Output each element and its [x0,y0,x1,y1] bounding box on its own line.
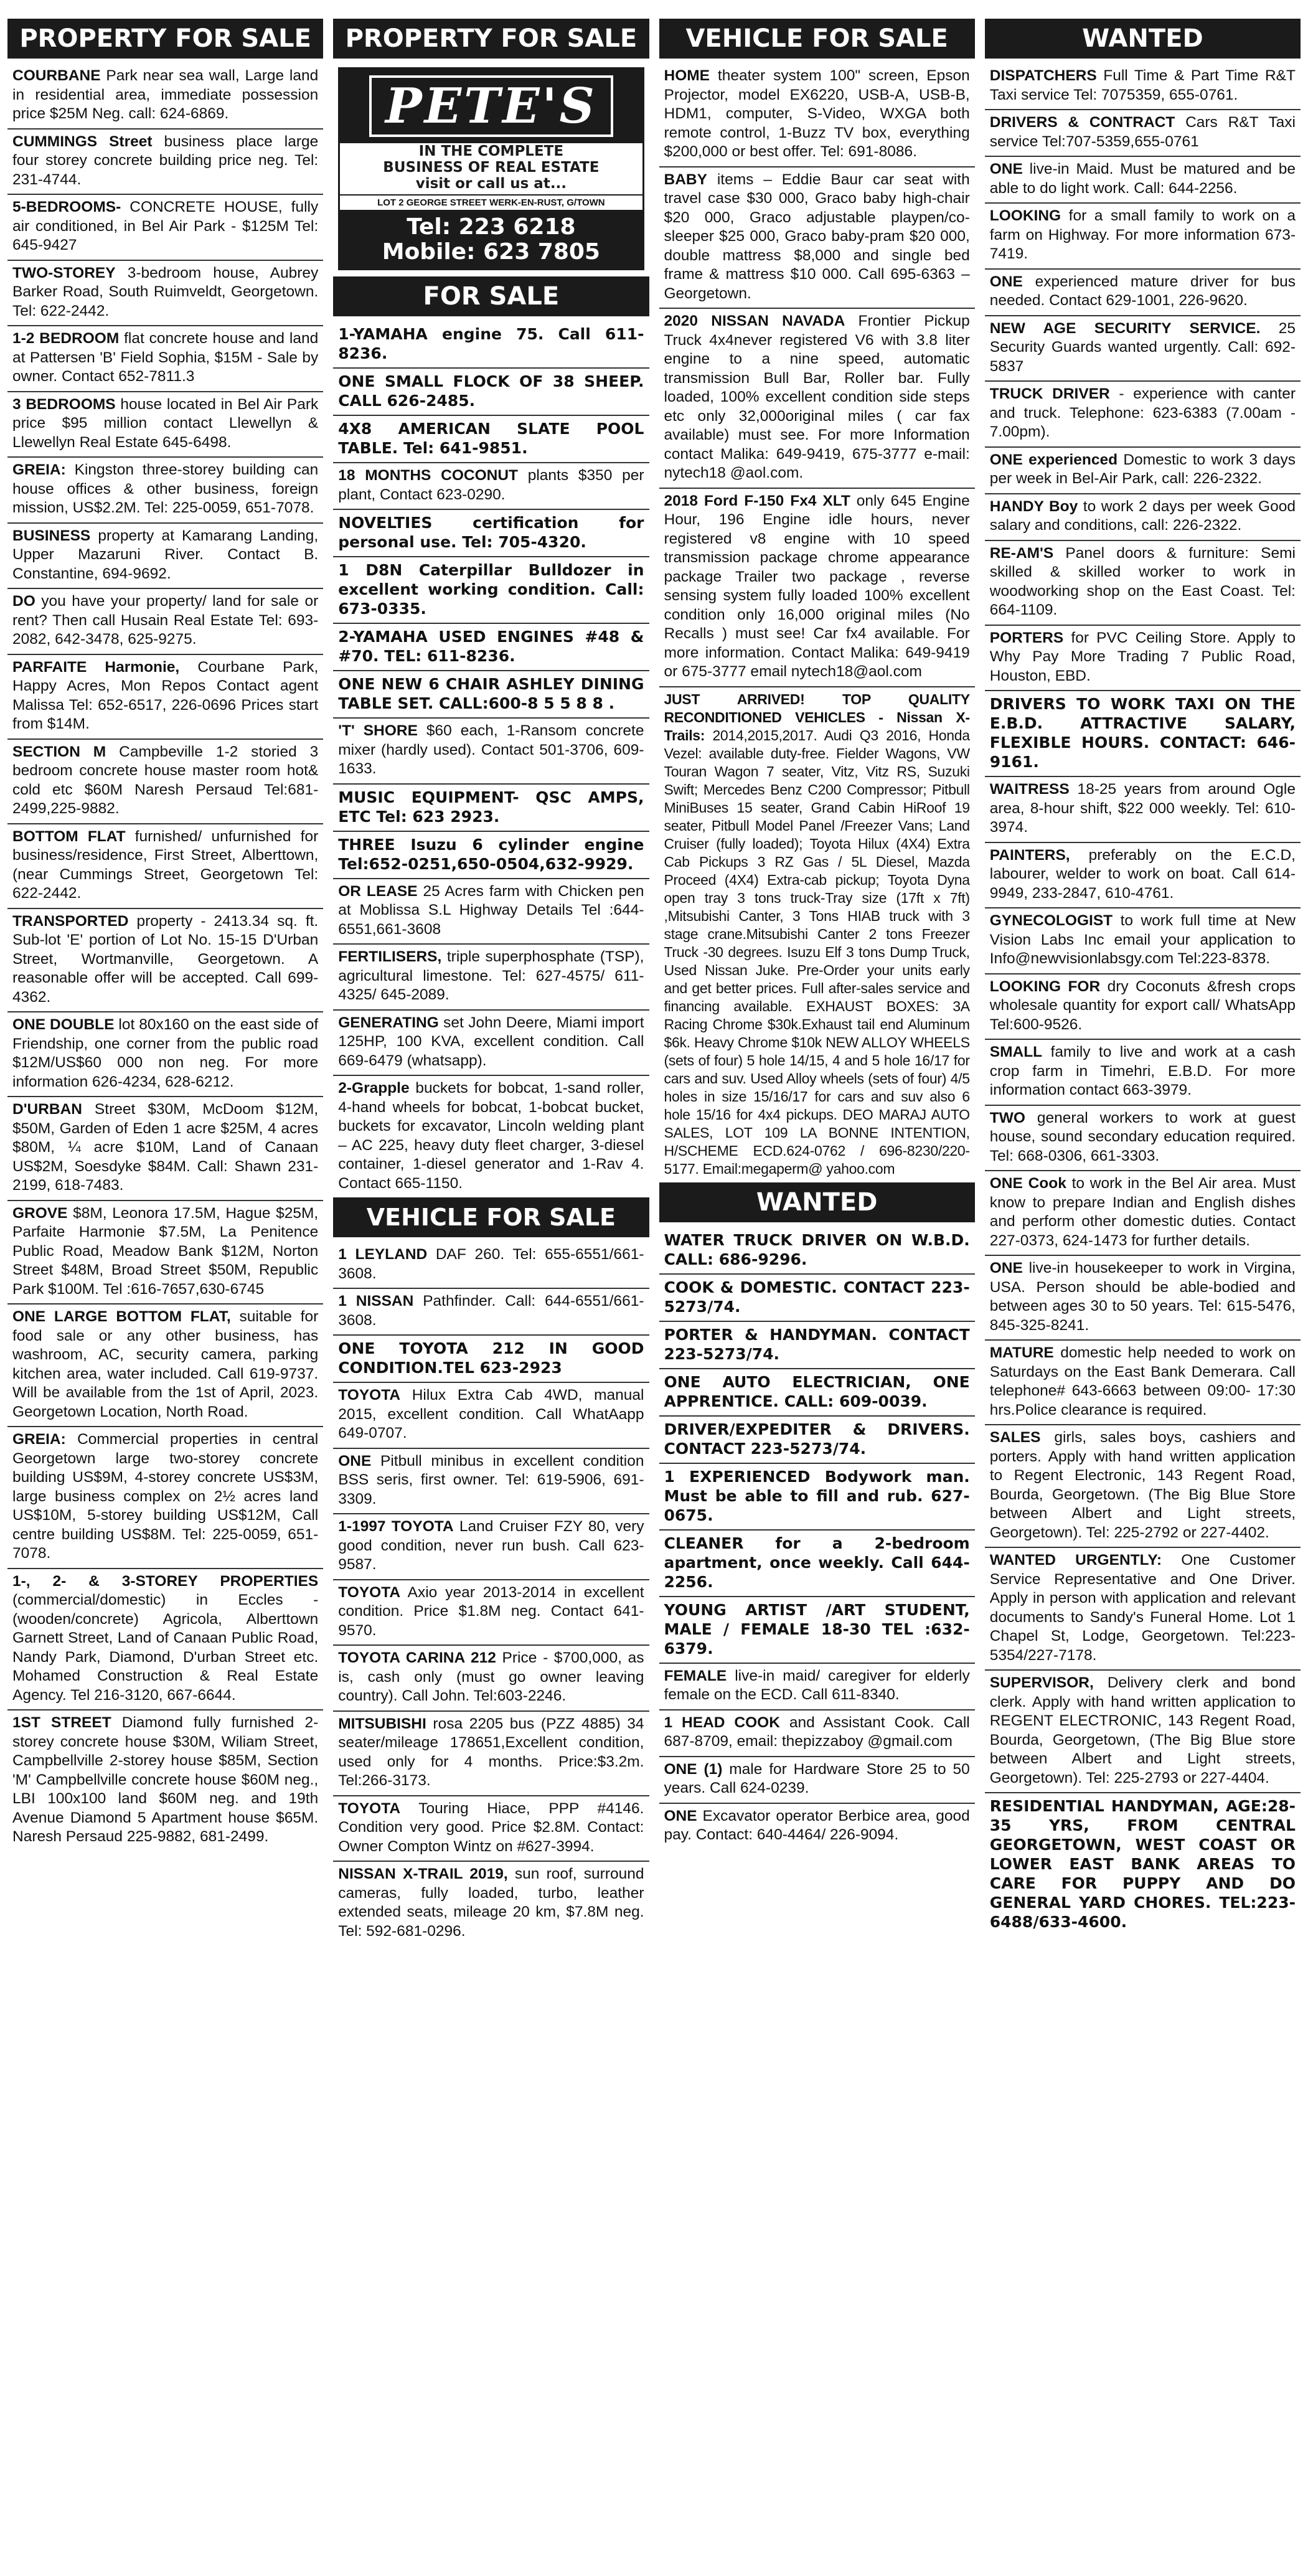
section-header: PROPERTY FOR SALE [333,19,649,59]
ad-text: Excavator operator Berbice area, good pay. Contact: 640-4464/ 226-9094. [664,1807,970,1843]
ad-text: Street $30M, McDoom $12M, $50M, Garden of Eden 1 acre $25M, 4 acres $80M, ¼ acre $10M, Land of Canaan US$2M, Soesdyke $84M. Call: Shawn 231-2199, 618-7483. [12,1101,319,1194]
logo-address: LOT 2 GEORGE STREET WERK-EN-RUST, G/TOWN [340,194,642,211]
ad-lead: TRUCK DRIVER [989,385,1110,402]
classified-ad [659,1322,975,1369]
logo-name: PETE'S [369,75,613,137]
ad-lead: NOVELTIES certification for personal use. Tel: 705-4320. [338,514,644,551]
classified-ad [659,1464,975,1531]
classified-ad [7,655,323,740]
ad-lead: ONE DOUBLE [12,1016,115,1033]
section-header: VEHICLE FOR SALE [659,19,975,59]
ad-lead: BOTTOM FLAT [12,828,126,845]
classified-ad [7,1097,323,1201]
section-header: PROPERTY FOR SALE [7,19,323,59]
ad-lead: ONE [664,1807,697,1824]
classified-ad [659,1275,975,1322]
ad-lead: FEMALE [664,1667,727,1684]
ad-lead: ONE (1) [664,1760,723,1778]
ad-lead: 1 HEAD COOK [664,1714,780,1731]
ad-lead: SUPERVISOR, [989,1674,1094,1691]
ad-text: (commercial/domestic) in Eccles - (wooden/concrete) Agricola, Alberttown Garnett Street, Land of Canaan Public Road, Nandy Park, Diamond, D'urban Street etc. Mohamed Construction & Real Estate Agency. Tel 216-3120, 667-6644. [12,1592,319,1704]
classified-ad [985,157,1301,204]
ad-text: business place large four storey concrete building price neg. Tel: 231-4744. [12,133,319,188]
ad-text: lot 80x160 on the east side of Friendship, one corner from the public road $12M/US$60 000 non neg. For more information 626-4234, 628-6212. [12,1016,319,1090]
ad-lead: NISSAN X-TRAIL 2019, [338,1866,508,1882]
ad-text: live-in Maid. Must be matured and be able to do light work. Call: 644-2256. [989,161,1296,197]
ad-text: Campbeville 1-2 storied 3 bedroom concrete house master room hot& cold etc $60M Naresh Persaud Tel:681-2499,225-9882. [12,743,319,817]
ad-lead: 2-Grapple [338,1080,410,1097]
ad-text: family to live and work at a cash crop farm in Timehri, E.B.D. For more information contact 663-3979. [989,1044,1296,1098]
ad-list [333,1242,649,1945]
ad-lead: 1 D8N Caterpillar Bulldozer in excellent working condition. Call: 673-0335. [338,561,644,618]
petes-real-estate-logo [338,67,644,270]
ad-text: sun roof, surround cameras, fully loaded, turbo, leather extended seats, mileage 20 km, $7.8M neg. Tel: 592-681-0296. [338,1866,644,1940]
classified-ad [7,1201,323,1305]
classified-ad [333,557,649,624]
ad-text: Cars R&T Taxi service Tel:707-5359,655-0761 [989,114,1296,150]
ad-lead: GYNECOLOGIST [989,912,1113,929]
ad-lead: HANDY Boy [989,498,1078,515]
classified-ad [7,909,323,1013]
ad-text: experienced mature driver for bus needed. Contact 629-1001, 226-9620. [989,273,1296,309]
ad-text: items – Eddie Baur car seat with travel case $30 000, Graco baby high-chair $20 000, Graco adjustable playpen/co-sleeper $25 000, Graco baby-pram $20 000, double mattress $8,000 and single bed frame & mattress $10 000. Call 695-6363 – Georgetown. [664,171,970,302]
classified-ad [333,1796,649,1862]
classified-ad [659,1597,975,1664]
ad-text: only 645 Engine Hour, 196 Engine idle hours, never registered v8 engine with 10 speed transmission package chrome appearance package Trailer two package , reverse sensing system fully loaded 100% excellent condition only 16,000 original miles (No Recalls ) must see! Car fx4 available. For more information. Contact Malika: 649-9419 or 675-3777 email nytech18@aol.com [664,492,970,680]
classified-ad [985,270,1301,316]
ad-text: property at Kamarang Landing, Upper Mazaruni River. Contact B. Constantine, 694-9692. [12,527,319,582]
classified-ad [333,1449,649,1515]
classified-ad [985,494,1301,541]
ad-text: Axio year 2013-2014 in excellent condition. Price $1.8M neg. Contact 641-9570. [338,1583,644,1639]
classified-ad [333,1011,649,1077]
ad-lead: TOYOTA [338,1800,401,1817]
ad-text: live-in housekeeper to work in Virgina, USA. Person should be able-bodied and between ages 30 to 50 years. Tel: 615-5476, 845-325-8241. [989,1260,1296,1334]
classified-ad [985,1793,1301,1936]
ad-text: Commercial properties in central Georgetown large two-storey concrete building US$9M, 4-storey concrete US$3M, large business complex on 2½ acres land US$10M, 5-storey building US$12M, Call centre building US$8M. Tel: 225-0059, 651-7078. [12,1431,319,1562]
ad-lead: 18 MONTHS COCONUT [338,467,518,484]
ad-text: Diamond fully furnished 2-storey concrete house $30M, Wiliam Street, Campbellville 2-storey house $85M, Section 'M' Campbellville concrete house $60M neg., LBI 100x100 land $60M neg. and 19th Avenue Diamond 5 Apartment house $65M. Naresh Persaud 225-9882, 681-2499. [12,1714,319,1845]
ad-text: $60 each, 1-Ransom concrete mixer (hardly used). Contact 501-3706, 609-1633. [338,722,644,777]
ad-lead: WAITRESS [989,781,1070,798]
ad-lead: 'T' SHORE [338,722,418,739]
ad-lead: 5-BEDROOMS- [12,199,121,215]
ad-lead: NEW AGE SECURITY SERVICE. [989,319,1261,337]
ad-text: Panel doors & furniture: Semi skilled & skilled worker to work in woodworking shop on the East Coast. Tel: 664-1109. [989,544,1296,618]
logo-tel: Tel: 223 6218 [407,214,576,240]
classified-ad [985,316,1301,382]
classified-ad [333,785,649,832]
ad-lead: ONE [989,1260,1023,1276]
ad-lead: GENERATING [338,1014,439,1031]
ad-lead: 1 NISSAN [338,1293,414,1309]
classified-ad [659,1227,975,1275]
classified-ad [7,1012,323,1097]
ad-text: Delivery clerk and bond clerk. Apply with hand written application to REGENT ELECTRONIC, 143 Regent Road, Bourda, Georgetown, (The Big Blue store between Albert and Light streets, Georgetown). Tel: 225-2793 or 227-4404. [989,1674,1296,1786]
classified-ad [659,1664,975,1710]
classified-ad [659,1369,975,1417]
ad-lead: MITSUBISHI [338,1715,426,1732]
classified-ad [985,974,1301,1040]
classified-ad [985,1106,1301,1172]
ad-lead: DISPATCHERS [989,67,1097,84]
ad-lead: 2018 Ford F-150 Fx4 XLT [664,492,850,509]
ad-lead: JUST ARRIVED! TOP QUALITY RECONDITIONED VEHICLES - Nissan X-Trails: [664,691,970,743]
ad-text: for a small family to work on a farm on Highway. For more information 673-7419. [989,207,1296,262]
ad-text: Hilux Extra Cab 4WD, manual 2015, excellent condition. Call WhatAapp 649-0707. [338,1387,644,1441]
classified-ad [333,463,649,510]
ad-lead: D'URBAN [12,1101,82,1118]
ad-lead: MATURE [989,1344,1054,1361]
ad-lead: ONE LARGE BOTTOM FLAT, [12,1308,231,1325]
classified-ad [659,1710,975,1757]
ad-lead: ONE SMALL FLOCK OF 38 SHEEP. CALL 626-2485. [338,372,644,410]
ad-list [333,321,649,1197]
ad-text: buckets for bobcat, 1-sand roller, 4-hand wheels for bobcat, 1-bobcat bucket, buckets for excavator, Lincoln welding plant – AC 225, heavy duty fleet charger, 3-diesel container, 1-diesel generator and 1-Rav 4. Contact 665-1150. [338,1080,644,1192]
ad-lead: GREIA: [12,461,66,478]
ad-lead: THREE Isuzu 6 cylinder engine Tel:652-0251,650-0504,632-9929. [338,835,644,873]
ad-text: set John Deere, Miami import 125HP, 100 KVA, excellent condition. Call 669-6479 (whatsapp). [338,1014,644,1069]
classified-ad [7,824,323,909]
classified-ad [333,879,649,945]
classified-ad [7,1710,323,1851]
classified-ad [333,719,649,785]
classified-ad [985,382,1301,448]
ad-text: Courbane Park, Happy Acres, Mon Repos Contact agent Malissa Tel: 652-6517, 226-0696 Prices start from $14M. [12,658,319,732]
classified-ad [7,130,323,196]
ad-lead: WANTED URGENTLY: [989,1552,1162,1569]
ad-text: general workers to work at guest house, sound secondary education required. Tel: 668-0306, 661-3303. [989,1109,1296,1164]
ad-lead: TRANSPORTED [12,912,129,930]
classified-ad [985,1256,1301,1341]
ad-lead: ONE [338,1452,372,1470]
classified-ad [985,691,1301,777]
ad-text: Park near sea wall, Large land in residential area, immediate possession price $25M Neg. call: 624-6869. [12,67,319,122]
section-header: FOR SALE [333,276,649,316]
logo-line: IN THE COMPLETE [418,143,564,159]
classified-ad [7,524,323,590]
classified-ad [985,843,1301,909]
classified-ad [7,458,323,524]
classified-ad [985,777,1301,843]
ad-text: furnished/ unfurnished for business/residence, First Street, Alberttown, (near Cummings Street, Georgetown Tel: 622-2442. [12,828,319,902]
classified-ad [333,945,649,1011]
ad-lead: 1ST STREET [12,1714,111,1731]
ad-text: DAF 260. Tel: 655-6551/661-3608. [338,1246,644,1282]
classified-ad [985,1425,1301,1548]
ad-text: One Customer Service Representative and One Driver. Apply in person with application and relevant documents to Sandy's Funeral Home. Lot 1 Chapel St, Lodge, Georgetown. Tel:223-5354/227-7178. [989,1552,1296,1664]
logo-line: BUSINESS OF REAL ESTATE [383,159,600,176]
classified-ad [333,671,649,719]
classified-ad [333,1862,649,1945]
ad-lead: SALES [989,1429,1041,1446]
ad-lead: 2020 NISSAN NAVADA [664,313,845,329]
classified-ad [985,110,1301,157]
ad-lead: WATER TRUCK DRIVER ON W.B.D. CALL: 686-9296. [664,1230,970,1268]
ad-lead: ONE experienced [989,451,1118,468]
ad-text: you have your property/ land for sale or rent? Then call Husain Real Estate Tel: 693-2082, 642-3478, 625-9275. [12,593,319,648]
classified-ad [659,1531,975,1597]
ad-lead: ONE NEW 6 CHAIR ASHLEY DINING TABLE SET. CALL:600-8 5 5 8 8 . [338,675,644,712]
classified-ad [985,1548,1301,1671]
ad-text: to work 2 days per week Good salary and conditions, call: 226-2322. [989,498,1296,534]
ad-text: Kingston three-storey building can house offices & other business, foreign mission, US$2.2M. Tel: 225-0059, 651-7078. [12,461,319,516]
ad-lead: 1-1997 TOYOTA [338,1518,454,1535]
classified-ad [985,541,1301,626]
classified-ad [985,1171,1301,1256]
ad-lead: COOK & DOMESTIC. CONTACT 223-5273/74. [664,1278,970,1316]
ad-text: 25 Security Guards wanted urgently. Call: 692-5837 [989,319,1296,375]
ad-lead: PARFAITE Harmonie, [12,658,180,676]
ad-text: 18-25 years from around Ogle area, 8-hour shift, $22 000 weekly. Tel: 610-3974. [989,781,1296,836]
classified-ad [7,195,323,261]
ad-text: 25 Acres farm with Chicken pen at Moblissa S.L Highway Details Tel :644-6551,661-3608 [338,882,644,938]
ad-text: domestic help needed to work on Saturdays on the East Bank Demerara. Call telephone# 643-6663 between 09:00- 17:30 hrs.Police clearance is required. [989,1344,1296,1418]
ad-lead: 2-YAMAHA USED ENGINES #48 & #70. TEL: 611-8236. [338,628,644,665]
classified-ad [659,64,975,167]
ad-lead: ONE AUTO ELECTRICIAN, ONE APPRENTICE. CALL: 609-0039. [664,1372,970,1410]
ad-text: for PVC Ceiling Store. Apply to Why Pay More Trading 7 Public Road, Houston, EBD. [989,629,1296,684]
classified-ad [7,326,323,392]
ad-text: 3-bedroom house, Aubrey Barker Road, South Ruimveldt, Georgetown. Tel: 622-2442. [12,264,319,319]
ad-text: Frontier Pickup Truck 4x4never registered V6 with 3.8 liter engine to a nine speed, automatic transmission Bull Bar, Roller bar. Fully loaded, 100% excellent condition side steps etc only 32,000original miles ( car fax available) must see. For more Information contact Malika: 649-9419, 675-3777 e-mail: nytech18 @aol.com. [664,313,970,481]
ad-lead: ONE Cook [989,1175,1066,1192]
ad-lead: TOYOTA [338,1583,401,1601]
ad-lead: PORTERS [989,629,1064,646]
ad-lead: LOOKING FOR [989,978,1101,995]
ad-list [7,64,323,1851]
ad-lead: ONE [989,161,1023,177]
ad-text: Land Cruiser FZY 80, very good condition, never run bush. Call 623-9587. [338,1518,644,1573]
ad-lead: ONE [989,273,1023,290]
ad-lead: GROVE [12,1204,68,1222]
classified-ad [7,1569,323,1711]
classified-ad [985,908,1301,974]
ad-lead: BABY [664,171,707,188]
classified-ad [7,64,323,130]
ad-lead: SMALL [989,1044,1043,1060]
ad-lead: 3 BEDROOMS [12,395,116,413]
classified-ad [7,589,323,655]
ad-lead: DRIVERS TO WORK TAXI ON THE E.B.D. ATTRACTIVE SALARY, FLEXIBLE HOURS. CONTACT: 646-9161. [989,695,1296,771]
ad-lead: TWO-STOREY [12,264,116,281]
classified-ad [7,740,323,824]
ad-lead: CLEANER for a 2-bedroom apartment, once weekly. Call 644-2256. [664,1534,970,1591]
ad-lead: RESIDENTIAL HANDYMAN, AGE:28-35 YRS, FROM CENTRAL GEORGETOWN, WEST COAST OR LOWER EAST BANK AREAS TO CARE FOR PUPPY AND DO GENERAL YARD CHORES. TEL:223-6488/633-4600. [989,1797,1296,1931]
classified-ad [7,1427,323,1569]
ad-lead: PAINTERS, [989,846,1070,864]
logo-mobile: Mobile: 623 7805 [382,239,600,265]
ad-text: girls, sales boys, cashiers and porters. Apply with hand written application to Regent Electronic, 143 Regent Road, Bourda, Georgetown. (The Big Blue Store between Albert and Light streets, Georgetown). Tel: 225-2792 or 227-4402. [989,1429,1296,1541]
ad-lead: PORTER & HANDYMAN. CONTACT 223-5273/74. [664,1325,970,1363]
ad-text: CONCRETE HOUSE, fully air conditioned, in Bel Air Park - $125M Tel: 645-9427 [12,199,319,253]
classified-ad [659,1757,975,1804]
ad-lead: 1-, 2- & 3-STOREY PROPERTIES [12,1572,319,1590]
ad-text: property - 2413.34 sq. ft. Sub-lot 'E' portion of Lot No. 15-15 D'Urban Street, Wortmanville, Georgetown. A reasonable offer will be accepted. Call 699-4362. [12,912,319,1006]
classified-ad [7,392,323,458]
ad-lead: HOME [664,67,710,84]
classified-ad [333,369,649,416]
ad-text: theater system 100" screen, Epson Projector, model EX6220, USB-A, USB-B, HDM1, computer, S-Video, WXGA both remote control, 1-Buzz TV box, everything $200,000 or best offer. Tel: 691-8086. [664,67,970,160]
classified-ad [7,261,323,327]
classified-ad [985,64,1301,110]
section-header: WANTED [659,1182,975,1222]
logo-line: visit or call us at... [415,176,567,192]
ad-text: dry Coconuts &fresh crops wholesale quantity for export call/ WhatsApp Tel:600-9526. [989,978,1296,1033]
classified-ad [985,626,1301,692]
ad-lead: 4X8 AMERICAN SLATE POOL TABLE. Tel: 641-9851. [338,420,644,457]
ad-text: Pathfinder. Call: 644-6551/661-3608. [338,1293,644,1329]
column-vehicle-for-sale [659,19,975,2569]
ad-lead: MUSIC EQUIPMENT- QSC AMPS, ETC Tel: 623 2923. [338,788,644,826]
ad-lead: SECTION M [12,743,106,760]
classified-ad [333,624,649,671]
ad-text: and Assistant Cook. Call 687-8709, email: thepizzaboy @gmail.com [664,1714,970,1750]
ad-lead: DRIVER/EXPEDITER & DRIVERS. CONTACT 223-5273/74. [664,1420,970,1458]
ad-lead: DRIVERS & CONTRACT [989,114,1175,131]
ad-text: suitable for food sale or any other business, has washroom, AC, security camera, parking kitchen area, water included. Call 619-9737. Will be available from the 1st of April, 2023. Georgetown Location, North Road. [12,1308,319,1420]
classified-ad [659,489,975,687]
ad-lead: OR LEASE [338,882,418,900]
classified-ad [659,1417,975,1464]
ad-text: - experience with canter and truck. Telephone: 623-6383 (7.00am - 7.00pm). [989,385,1296,440]
ad-lead: YOUNG ARTIST /ART STUDENT, MALE / FEMALE 18-30 TEL :632-6379. [664,1600,970,1658]
column-property-for-sale-2 [333,19,649,2569]
ad-text: $8M, Leonora 17.5M, Hague $25M, Parfaite Harmonie $7.5M, La Penitence Public Road, Meadow Bank $12M, Norton Street $48M, Broad Street $50M, Republic Park $100M. Tel :616-7657,630-6745 [12,1204,319,1298]
ad-text: Price - $700,000, as is, cash only (must go owner leaving country). Call John. Tel:603-2246. [338,1649,644,1704]
section-header: WANTED [985,19,1301,59]
classified-ad [985,1341,1301,1425]
classified-ad [333,1383,649,1449]
classified-ad [985,204,1301,270]
ad-lead: RE-AM'S [989,544,1054,562]
classified-ad [333,1646,649,1712]
ad-lead: 1-YAMAHA engine 75. Call 611-8236. [338,325,644,362]
classified-ad [333,1076,649,1197]
ad-text: male for Hardware Store 25 to 50 years. Call 624-0239. [664,1760,970,1796]
classified-ad [7,1305,323,1427]
classified-ad [333,1580,649,1646]
classified-ad [985,448,1301,494]
ad-lead: ONE TOYOTA 212 IN GOOD CONDITION.TEL 623-2923 [338,1339,644,1377]
ad-lead: GREIA: [12,1431,66,1448]
ad-lead: LOOKING [989,207,1061,224]
ad-lead: 1 LEYLAND [338,1246,428,1263]
ad-text: house located in Bel Air Park price $95 million contact Llewellyn & Llewellyn Real Estate 645-6498. [12,395,319,451]
ad-lead: DO [12,593,35,610]
ad-lead: CUMMINGS Street [12,133,153,150]
ad-lead: COURBANE [12,67,101,84]
classified-ad [333,416,649,463]
classified-ad [985,1040,1301,1106]
ad-lead: BUSINESS [12,527,91,544]
ad-lead: 1-2 BEDROOM [12,330,120,347]
column-wanted [985,19,1301,2569]
classified-ad [333,1289,649,1336]
ad-text: flat concrete house and land at Pattersen 'B' Field Sophia, $15M - Sale by owner. Contact 652-7811.3 [12,330,319,385]
classified-ad [333,832,649,879]
ad-lead: TWO [989,1109,1025,1126]
classified-ad [659,687,975,1182]
ad-lead: TOYOTA CARINA 212 [338,1649,496,1666]
classified-ad [333,1336,649,1383]
ad-list [659,1227,975,1849]
classified-ad [985,1671,1301,1793]
classified-ad [333,510,649,557]
ad-text: live-in maid/ caregiver for elderly female on the ECD. Call 611-8340. [664,1667,970,1703]
classified-ad [333,1712,649,1796]
ad-lead: 1 EXPERIENCED Bodywork man. Must be able to fill and rub. 627-0675. [664,1467,970,1524]
classified-ad [659,167,975,309]
section-header: VEHICLE FOR SALE [333,1197,649,1237]
classified-ad [333,1242,649,1289]
ad-lead: TOYOTA [338,1387,401,1404]
ad-lead: FERTILISERS, [338,948,442,965]
classified-ad [659,309,975,489]
ad-text: Touring Hiace, PPP #4146. Condition very good. Price $2.8M. Contact: Owner Compton Wintz on #627-3994. [338,1800,644,1855]
ad-text: Pitbull minibus in excellent condition BSS seris, first owner. Tel: 619-5906, 691-3309. [338,1452,644,1507]
ad-text: Full Time & Part Time R&T Taxi service Tel: 7075359, 655-0761. [989,67,1296,103]
ad-text: to work in the Bel Air area. Must know to prepare Indian and English dishes and perform other domestic duties. Contact 227-0373, 624-1473 for further details. [989,1175,1296,1249]
ad-text: rosa 2205 bus (PZZ 4885) 34 seater/mileage 178651,Excellent condition, used only for 4 months. Price:$3.2m. Tel:266-3173. [338,1715,644,1789]
ad-text: to work full time at New Vision Labs Inc email your application to Info@newvisionlabsgy.com Tel:223-8378. [989,912,1296,967]
classified-ad [333,321,649,369]
classified-ad [659,1804,975,1849]
ad-text: plants $350 per plant, Contact 623-0290. [338,467,644,503]
ad-list [985,64,1301,1936]
classified-ad [333,1514,649,1580]
column-property-for-sale [7,19,323,2569]
ad-text: 2014,2015,2017. Audi Q3 2016, Honda Vezel: available duty-free. Fielder Wagons, VW Touran Wagon 7 seater, Vitz, Vitz RS, Suzuki Swift; Mercedes Benz C200 Compressor; Pitbull MiniBuses 15 seater, Grand Cabin HiRoof 19 seater, Pitbull Model Panel /Freezer Vans; Land Cruiser (fully loaded); Toyota Hilux (4X4) Extra Cab Pickups 3 RZ Gas / 5L Diesel, Mazda Proceed (4X4) Extra-cab pickup; Toyota Dyna open tray 3 tons truck-Tray size (17ft x 7ft) ,Mitsubishi Canter, 3 Tons HIAB truck with 3 stage crane.Mitsubishi Canter 2 tons Freezer Truck -30 degrees. Isuzu Elf 3 tons Dump Truck, Used Nissan Juke. Pre-Order your units early and get better prices. Full after-sales service and financing available. EXHAUST BOXES: 3A Racing Chrome $30k.Exhaust tail end Aluminum $6k. Heavy Chrome $10k NEW ALLOY WHEELS (sets of four) 5 hole 14/15, 4 and 5 hole 16/17 for cars and suv. Used Alloy wheels (sets of four) 4/5 holes in size 15/16/17 for cars and suv also 6 hole 15/16 for 4x4 pickups. DEO MARAJ AUTO SALES, LOT 109 LA BONNE INTENTION, H/SCHEME ECD.624-0762 / 696-8230/220-5177. Email:megaperm@ yahoo.com [664,727,970,1177]
ad-text: preferably on the E.C.D, labourer, welder to work on boat. Call 614-9949, 233-2847, 610-4761. [989,846,1296,902]
ad-text: triple superphosphate (TSP), agricultural limestone. Tel: 627-4575/ 611-4325/ 645-2089. [338,948,644,1003]
ad-list [659,64,975,1182]
ad-text: Domestic to work 3 days per week in Bel-Air Park, call: 226-2322. [989,451,1296,487]
